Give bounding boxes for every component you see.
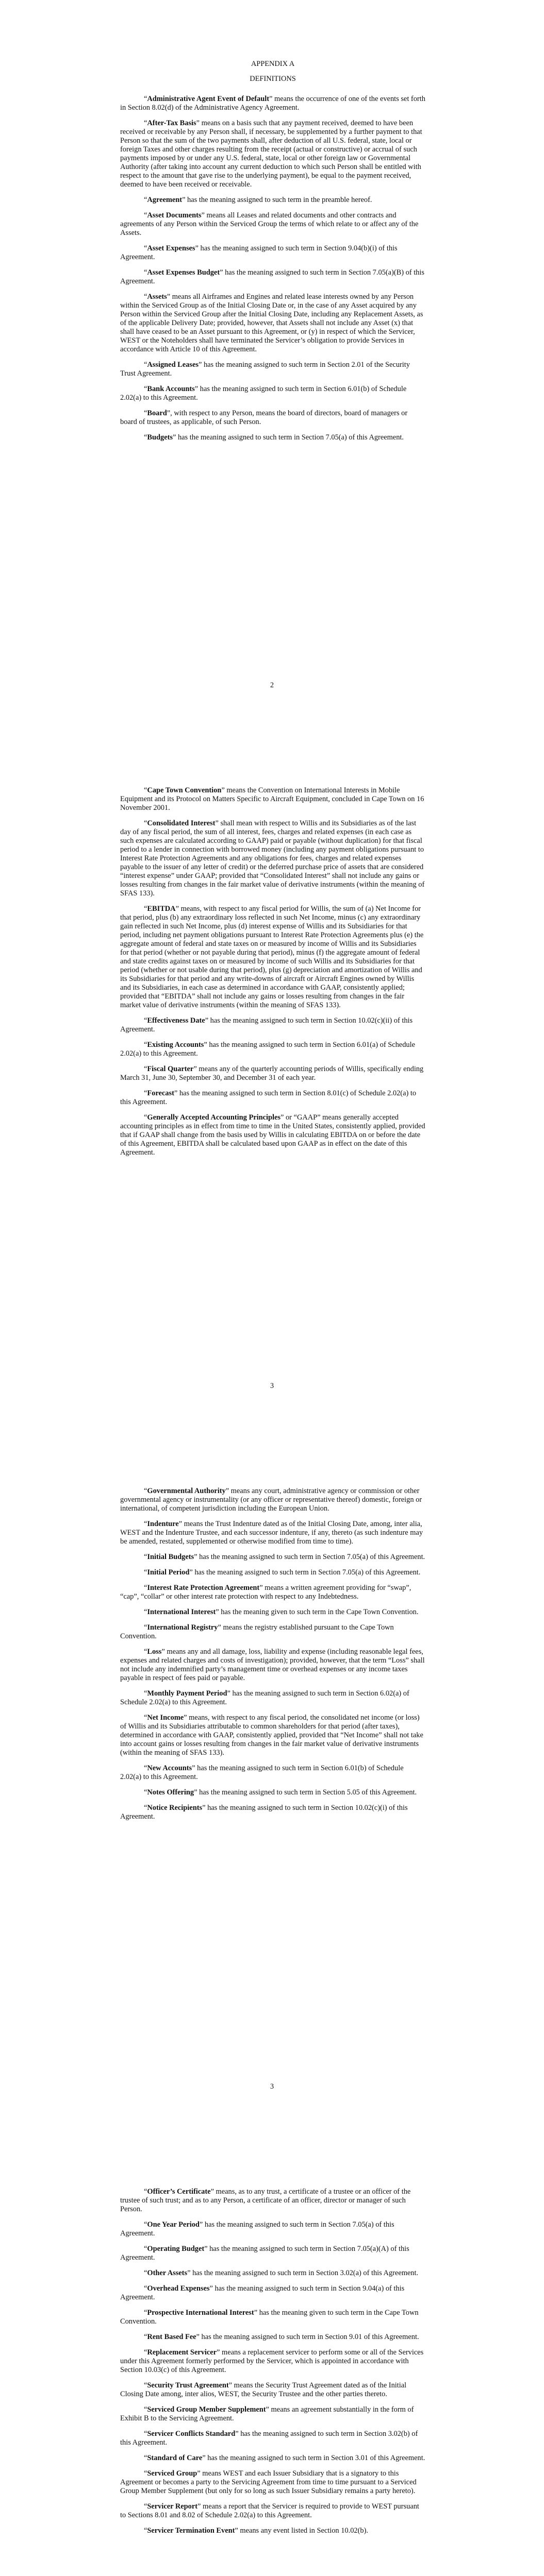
definition-entry: “Fiscal Quarter” means any of the quarterly accounting periods of Willis, specifically ending March 31, June 30, September 30, and December 31 of each year. — [120, 1065, 424, 1082]
definition-term: International Registry — [147, 1623, 218, 1632]
page-4-content — [120, 2188, 425, 2542]
definition-term: Fiscal Quarter — [147, 1065, 194, 1073]
definition-entry: “Replacement Servicer” means a replacement servicer to perform some or all of the Services under this Agreement formerly performed by the Servicer, which is appointed in accordance with Section 10.03(c) of this Agreement. — [120, 2348, 424, 2374]
definition-term: Asset Expenses Budget — [147, 268, 220, 277]
definition-body: has the meaning assigned to such term in Section 5.05 of this Agreement. — [197, 1788, 417, 1797]
definition-body: has the meaning assigned to such term in Section 9.01 of this Agreement. — [199, 2333, 419, 2341]
definition-body: means the registry established pursuant to the Cape Town Convention. — [120, 1623, 394, 1640]
definition-term: Effectiveness Date — [147, 1016, 205, 1025]
definition-entry: “Other Assets” has the meaning assigned to such term in Section 3.02(a) of this Agreement. — [144, 2269, 419, 2277]
definition-body: means, with respect to any fiscal period, the consolidated net income (or loss) of Willis and its Subsidiaries attributable to common shareholders for that period (after taxes), determined in accordance with GAAP, consistently applied, provided that “Net Income” shall not take into account gains or losses resulting from changes in the fair market value of derivative instruments (within the meaning of SFAS 133). — [120, 1714, 423, 1757]
definition-entry: “Asset Documents” means all Leases and related documents and other contracts and agreements of any Person within the Serviced Group the terms of which relate to or affect any of the Assets. — [120, 211, 419, 237]
definition-entry: “International Interest” has the meaning given to such term in the Cape Town Convention. — [144, 1608, 419, 1616]
definition-term: Initial Period — [147, 1568, 190, 1577]
definition-body: has the meaning assigned to such term in Section 3.01 of this Agreement. — [205, 2454, 425, 2462]
definition-entry: “International Registry” means the registry established pursuant to the Cape Town Convention. — [120, 1623, 394, 1640]
definitions-title: DEFINITIONS — [250, 75, 296, 83]
definition-term: International Interest — [147, 1608, 216, 1616]
page-number: 2 — [270, 681, 274, 689]
definition-body: means all Leases and related documents and other contracts and agreements of any Person within the Serviced Group the terms of which relate to or affect any of the Assets. — [120, 211, 419, 237]
definition-term: Initial Budgets — [147, 1553, 194, 1561]
definition-entry: “Asset Expenses Budget” has the meaning assigned to such term in Section 7.05(a)(B) of this Agreement. — [120, 268, 424, 285]
definition-body: means, with respect to any fiscal period for Willis, the sum of (a) Net Income for that period, plus (b) any extraordinary loss reflected in such Net Income, minus (c) any extraordinary gain reflected in such Net Income, plus (d) interest expense of Willis and its Subsidiaries for that period, including net payment obligations pursuant to Interest Rate Protection Agreements plus (e) the aggregate amount of federal and state taxes on or measured by income of Willis and its Subsidiaries for that period (whether or not payable during that period), minus (f) the aggregate amount of federal and state credits against taxes on or measured by income of such Willis and its Subsidiaries for that period (whether or not usable during that period), plus (g) depreciation and amortization of Willis and its Subsidiaries for that period and any write-downs of aircraft or Aircraft Engines owned by Willis and its Subsidiaries, in each case as determined in accordance with GAAP, consistently applied; provided that “EBITDA” shall not include any gains or losses resulting from changes in the fair market value of derivative instruments (within the meaning of SFAS 133). — [120, 905, 424, 1009]
definition-body: means the occurrence of one of the events set forth in Section 8.02(d) of the Administrative Agency Agreement. — [120, 95, 425, 112]
definition-body: means an agreement substantially in the form of Exhibit B to the Servicing Agreement. — [120, 2405, 414, 2422]
page-2 — [0, 701, 544, 1401]
definition-body: means WEST and each Issuer Subsidiary that is a signatory to this Agreement or becomes a party to the Servicing Agreement from time to time pursuant to a Serviced Group Member Supplement (but only for so long as such Issuer Subsidiary remains a party hereto). — [120, 2469, 417, 2495]
definition-term: Board — [147, 409, 167, 417]
definition-body: has the meaning assigned to such term in Section 6.01(b) of Schedule 2.02(a) to this Agreement. — [120, 1764, 404, 1781]
definition-entry: “One Year Period” has the meaning assigned to such term in Section 7.05(a) of this Agreement. — [120, 2221, 394, 2238]
definition-body: has the meaning assigned to such term in Section 7.05(a) of this Agreement. — [120, 2221, 394, 2238]
definitions-list-page-4 — [120, 2188, 425, 2535]
definition-entry: “EBITDA” means, with respect to any fiscal period for Willis, the sum of (a) Net Income for that period, plus (b) any extraordinary loss reflected in such Net Income, minus (c) any extraordinary gain reflected in such Net Income, plus (d) interest expense of Willis and its Subsidiaries for that period, including net payment obligations pursuant to Interest Rate Protection Agreements plus (e) the aggregate amount of federal and state taxes on or measured by income of Willis and its Subsidiaries for that period (whether or not payable during that period), minus (f) the aggregate amount of federal and state credits against taxes on or measured by income of such Willis and its Subsidiaries for that period (whether or not usable during that period), plus (g) depreciation and amortization of Willis and its Subsidiaries for that period and any write-downs of aircraft or Aircraft Engines owned by Willis and its Subsidiaries, in each case as determined in accordance with GAAP, consistently applied; provided that “EBITDA” shall not include any gains or losses resulting from changes in the fair market value of derivative instruments (within the meaning of SFAS 133). — [120, 905, 424, 1009]
definition-body: has the meaning assigned to such term in Section 7.05(a) of this Agreement. — [192, 1568, 421, 1577]
definition-body: means any event listed in Section 10.02(b). — [238, 2527, 368, 2535]
definition-term: New Accounts — [147, 1764, 192, 1772]
definition-term: Rent Based Fee — [147, 2333, 196, 2341]
definition-term: Monthly Payment Period — [147, 1689, 227, 1698]
definition-body: means, as to any trust, a certificate of a trustee or an officer of the trustee of such trust; and as to any Person, a certificate of an officer, director or manager of such Person. — [120, 2188, 411, 2213]
page-1 — [0, 0, 544, 701]
definition-term: Agreement — [147, 196, 183, 204]
definition-entry: “Notice Recipients” has the meaning assigned to such term in Section 10.02(c)(i) of this Agreement. — [120, 1804, 408, 1821]
definition-term: Overhead Expenses — [147, 2284, 210, 2293]
definition-entry: “Effectiveness Date” has the meaning assigned to such term in Section 10.02(c)(ii) of this Agreement. — [120, 1016, 413, 1033]
definition-term: Forecast — [147, 1089, 174, 1097]
definition-body: means a written agreement providing for “swap”, “cap”, “collar” or other interest rate protection with respect to any Indebtedness. — [120, 1584, 411, 1601]
definition-body: has the meaning assigned to such term in Section 9.04(b)(i) of this Agreement. — [120, 244, 398, 261]
page-1-content — [120, 60, 425, 449]
definition-term: Operating Budget — [147, 2245, 205, 2253]
definition-body: has the meaning assigned to such term in Section 6.01(b) of Schedule 2.02(a) to this Agreement. — [120, 385, 407, 402]
definition-entry: “Existing Accounts” has the meaning assigned to such term in Section 6.01(a) of Schedule 2.02(a) to this Agreement. — [120, 1041, 415, 1058]
definition-term: Replacement Servicer — [147, 2348, 217, 2357]
definition-body: has the meaning assigned to such term in Section 8.01(c) of Schedule 2.02(a) to this Agreement. — [120, 1089, 417, 1106]
definition-term: Officer’s Certificate — [147, 2188, 211, 2196]
definition-body: has the meaning assigned to such term in Section 10.02(c)(i) of this Agreement. — [120, 1804, 408, 1821]
definition-term: Security Trust Agreement — [147, 2381, 229, 2389]
definition-entry: “Serviced Group” means WEST and each Issuer Subsidiary that is a signatory to this Agreement or becomes a party to the Servicing Agreement from time to time pursuant to a Serviced Group Member Supplement (but only for so long as such Issuer Subsidiary remains a party hereto). — [120, 2469, 417, 2495]
definition-body: , with respect to any Person, means the board of directors, board of managers or board of trustees, as applicable, of such Person. — [120, 409, 408, 426]
definition-entry: “Generally Accepted Accounting Principles” or “GAAP” means generally accepted accounting principles as in effect from time to time in the United States, consistently applied, provided that if GAAP shall change from the basis used by Willis in calculating EBITDA on or before the date of this Agreement, EBITDA shall be calculated based upon GAAP as in effect on the date of this Agreement. — [120, 1113, 425, 1157]
definition-term: Administrative Agent Event of Default — [147, 95, 270, 103]
definition-entry: “Initial Period” has the meaning assigned to such term in Section 7.05(a) of this Agreement. — [144, 1568, 421, 1577]
definition-term: One Year Period — [147, 2221, 200, 2229]
definition-body: means on a basis such that any payment received, deemed to have been received or receivable by any Person shall, if necessary, be supplemented by a further payment to that Person so that the sum of the two payments shall, after deduction of all U.S. federal, state, local or foreign Taxes and other charges resulting from the receipt (actual or constructive) or accrual of such payments imposed by or under any U.S. federal, state, local or other foreign law or Governmental Authority (after taking into account any current deduction to which such Person shall be entitled with respect to the amount that gave rise to the underlying payment), be equal to the payment received, deemed to have been received or receivable. — [120, 119, 422, 189]
definition-term: Servicer Conflicts Standard — [147, 2430, 236, 2438]
definition-term: Interest Rate Protection Agreement — [147, 1584, 260, 1592]
definitions-list-page-2 — [120, 786, 425, 1157]
definition-term: Servicer Termination Event — [147, 2527, 235, 2535]
definition-entry: “Servicer Conflicts Standard” has the meaning assigned to such term in Section 3.02(b) of this Agreement. — [120, 2430, 418, 2447]
definition-term: Consolidated Interest — [147, 819, 216, 827]
definition-entry: “Consolidated Interest” shall mean with respect to Willis and its Subsidiaries as of the last day of any fiscal period, the sum of all interest, fees, charges and related expenses (in each case as such expenses are calculated according to GAAP) paid or payable (without duplication) for that fiscal period to a lender in connection with borrowed money (including any payment obligations pursuant to Interest Rate Protection Agreements and any obligations for fees, charges and related expenses payable to the issuer of any letter of credit) or the deferred purchase price of assets that are considered “interest expense” under GAAP; provided that “Consolidated Interest” shall not include any gains or losses resulting from changes in the fair market value of derivative instruments (within the meaning of SFAS 133). — [120, 819, 425, 897]
definition-entry: “Monthly Payment Period” has the meaning assigned to such term in Section 6.02(a) of Schedule 2.02(a) to this Agreement. — [120, 1689, 409, 1706]
definition-entry: “Prospective International Interest” has the meaning given to such term in the Cape Town Convention. — [120, 2309, 419, 2326]
definition-term: Generally Accepted Accounting Principles — [147, 1113, 281, 1122]
definition-body: has the meaning assigned to such term in Section 9.04(a) of this Agreement. — [120, 2284, 405, 2301]
definition-term: After-Tax Basis — [147, 119, 196, 127]
definition-entry: “Bank Accounts” has the meaning assigned to such term in Section 6.01(b) of Schedule 2.02(a) to this Agreement. — [120, 385, 407, 402]
definition-term: Assets — [147, 293, 167, 301]
definition-entry: “Indenture” means the Trust Indenture dated as of the Initial Closing Date, among, inter alia, WEST and the Indenture Trustee, and each successor indenture, if any, thereto (as such indenture may be amended, restated, supplemented or otherwise modified from time to time). — [120, 1520, 423, 1546]
definitions-list-page-1 — [120, 95, 425, 442]
definition-entry: “Assigned Leases” has the meaning assigned to such term in Section 2.01 of the Security Trust Agreement. — [120, 361, 410, 378]
definition-term: EBITDA — [147, 905, 176, 913]
page-3 — [0, 1401, 544, 2102]
definition-body: ” or “GAAP” means generally accepted accounting principles as in effect from time to time in the United States, consistently applied, provided that if GAAP shall change from the basis used by Willis in calculating EBITDA on or before the date of this Agreement, EBITDA shall be calculated based upon GAAP as in effect on the date of this Agreement. — [120, 1113, 425, 1157]
definition-term: Cape Town Convention — [147, 786, 222, 794]
definition-entry: “Assets” means all Airframes and Engines and related lease interests owned by any Person within the Serviced Group as of the Initial Closing Date or, in the case of any Asset acquired by any Person within the Serviced Group after the Initial Closing Date, including any Replacement Assets, as of the applicable Delivery Date; provided, however, that Assets shall not include any Asset (x) that shall have ceased to be an Asset pursuant to this Agreement, or (y) in respect of which the Servicer, WEST or the Noteholders shall have terminated the Servicer’s obligation to provide Services in accordance with Article 10 of this Agreement. — [120, 293, 423, 353]
definition-term: Prospective International Interest — [147, 2309, 254, 2317]
definition-entry: “Security Trust Agreement” means the Security Trust Agreement dated as of the Initial Closing Date among, inter alios, WEST, the Security Trustee and the other parties thereto. — [120, 2381, 407, 2398]
definition-body: means a report that the Servicer is required to provide to WEST pursuant to Sections 8.01 and 8.02 of Schedule 2.02(a) to this Agreement. — [120, 2502, 419, 2519]
definition-body: means any of the quarterly accounting periods of Willis, specifically ending March 31, June 30, September 30, and December 31 of each year. — [120, 1065, 424, 1082]
definition-entry: “Interest Rate Protection Agreement” means a written agreement providing for “swap”, “cap”, “collar” or other interest rate protection with respect to any Indebtedness. — [120, 1584, 411, 1601]
definition-term: Governmental Authority — [147, 1487, 226, 1495]
definition-body: means a replacement servicer to perform some or all of the Services under this Agreement formerly performed by the Servicer, which is appointed in accordance with Section 10.03(c) of this Agreement. — [120, 2348, 424, 2374]
definition-body: has the meaning assigned to such term in Section 6.01(a) of Schedule 2.02(a) to this Agreement. — [120, 1041, 415, 1058]
appendix-label: APPENDIX A — [251, 60, 295, 68]
definition-entry: “Forecast” has the meaning assigned to such term in Section 8.01(c) of Schedule 2.02(a) to this Agreement. — [120, 1089, 417, 1106]
definition-body: means the Convention on International Interests in Mobile Equipment and its Protocol on Matters Specific to Aircraft Equipment, concluded in Cape Town on 16 November 2001. — [120, 786, 424, 812]
definition-body: has the meaning assigned to such term in Section 2.01 of the Security Trust Agreement. — [120, 361, 410, 378]
definition-term: Existing Accounts — [147, 1041, 204, 1049]
page-4 — [0, 2102, 544, 2576]
definition-body: means the Trust Indenture dated as of the Initial Closing Date, among, inter alia, WEST and the Indenture Trustee, and each successor indenture, if any, thereto (as such indenture may be amended, restated, supplemented or otherwise modified from time to time). — [120, 1520, 423, 1546]
definition-term: Servicer Report — [147, 2502, 198, 2511]
definition-term: Assigned Leases — [147, 361, 199, 369]
definition-body: means all Airframes and Engines and related lease interests owned by any Person within the Serviced Group as of the Initial Closing Date or, in the case of any Asset acquired by any Person within the Serviced Group after the Initial Closing Date, including any Replacement Assets, as of the applicable Delivery Date; provided, however, that Assets shall not include any Asset (x) that shall have ceased to be an Asset pursuant to this Agreement, or (y) in respect of which the Servicer, WEST or the Noteholders shall have terminated the Servicer’s obligation to provide Services in accordance with Article 10 of this Agreement. — [120, 293, 423, 353]
definition-term: Net Income — [147, 1714, 184, 1722]
definition-term: Asset Documents — [147, 211, 202, 219]
definition-entry: “Servicer Report” means a report that the Servicer is required to provide to WEST pursuant to Sections 8.01 and 8.02 of Schedule 2.02(a) to this Agreement. — [120, 2502, 419, 2519]
definition-entry: “Administrative Agent Event of Default” means the occurrence of one of the events set forth in Section 8.02(d) of the Administrative Agency Agreement. — [120, 95, 425, 112]
definition-entry: “Asset Expenses” has the meaning assigned to such term in Section 9.04(b)(i) of this Agreement. — [120, 244, 398, 261]
definition-body: means any and all damage, loss, liability and expense (including reasonable legal fees, expenses and related charges and costs of investigation); provided, however, that the term “Loss” shall not include any indemnified party’s management time or overhead expenses or any income taxes payable in respect of fees paid or payable. — [120, 1648, 425, 1682]
page-3-content — [120, 1487, 425, 1828]
definition-body: has the meaning assigned to such term in Section 7.05(a) of this Agreement. — [197, 1553, 425, 1561]
definition-term: Asset Expenses — [147, 244, 195, 252]
definition-entry: “Loss” means any and all damage, loss, liability and expense (including reasonable legal fees, expenses and related charges and costs of investigation); provided, however, that the term “Loss” shall not include any indemnified party’s management time or overhead expenses or any income taxes payable in respect of fees paid or payable. — [120, 1648, 425, 1682]
definition-entry: “Servicer Termination Event” means any event listed in Section 10.02(b). — [144, 2527, 368, 2535]
page-number: 3 — [270, 1382, 274, 1390]
definitions-list-page-3 — [120, 1487, 425, 1821]
definition-entry: “Budgets” has the meaning assigned to such term in Section 7.05(a) of this Agreement. — [144, 433, 404, 442]
page-number: 3 — [270, 2082, 274, 2091]
definition-entry: “Operating Budget” has the meaning assigned to such term in Section 7.05(a)(A) of this Agreement. — [120, 2245, 409, 2262]
definition-body: has the meaning assigned to such term in Section 3.02(b) of this Agreement. — [120, 2430, 418, 2447]
definition-entry: “After-Tax Basis” means on a basis such that any payment received, deemed to have been received or receivable by any Person shall, if necessary, be supplemented by a further payment to that Person so that the sum of the two payments shall, after deduction of all U.S. federal, state, local or foreign Taxes and other charges resulting from the receipt (actual or constructive) or accrual of such payments imposed by or under any U.S. federal, state, local or other foreign law or Governmental Authority (after taking into account any current deduction to which such Person shall be entitled with respect to the amount that gave rise to the underlying payment), be equal to the payment received, deemed to have been received or receivable. — [120, 119, 422, 189]
definition-entry: “Standard of Care” has the meaning assigned to such term in Section 3.01 of this Agreement. — [144, 2454, 425, 2462]
definition-body: has the meaning assigned to such term in Section 7.05(a)(B) of this Agreement. — [120, 268, 424, 285]
definition-entry: “Notes Offering” has the meaning assigned to such term in Section 5.05 of this Agreement. — [144, 1788, 417, 1797]
definition-term: Budgets — [147, 433, 173, 442]
definition-term: Notes Offering — [147, 1788, 194, 1797]
definition-entry: “Initial Budgets” has the meaning assigned to such term in Section 7.05(a) of this Agreement. — [144, 1553, 425, 1561]
definition-body: has the meaning assigned to such term in the preamble hereof. — [185, 196, 372, 204]
definition-body: has the meaning assigned to such term in Section 7.05(a) of this Agreement. — [176, 433, 404, 442]
definition-term: Serviced Group Member Supplement — [147, 2405, 266, 2414]
definition-entry: “Rent Based Fee” has the meaning assigned to such term in Section 9.01 of this Agreement. — [144, 2333, 419, 2341]
definition-entry: “Serviced Group Member Supplement” means an agreement substantially in the form of Exhibit B to the Servicing Agreement. — [120, 2405, 414, 2422]
definition-entry: “Agreement” has the meaning assigned to such term in the preamble hereof. — [144, 196, 372, 204]
definition-term: Standard of Care — [147, 2454, 203, 2462]
definition-term: Indenture — [147, 1520, 179, 1528]
definition-body: has the meaning assigned to such term in Section 7.05(a)(A) of this Agreement. — [120, 2245, 409, 2262]
definition-body: has the meaning given to such term in the Cape Town Convention. — [219, 1608, 419, 1616]
definition-entry: “Board”, with respect to any Person, means the board of directors, board of managers or board of trustees, as applicable, of such Person. — [120, 409, 408, 426]
definition-body: means any court, administrative agency or commission or other governmental agency or instrumentality (or any officer or representative thereof) domestic, foreign or international, of competent jurisdiction including the European Union. — [120, 1487, 422, 1513]
definition-term: Loss — [147, 1648, 162, 1656]
definition-body: means the Security Trust Agreement dated as of the Initial Closing Date among, inter alios, WEST, the Security Trustee and the other parties thereto. — [120, 2381, 407, 2398]
definition-body: has the meaning assigned to such term in Section 6.02(a) of Schedule 2.02(a) to this Agreement. — [120, 1689, 409, 1706]
definition-entry: “Governmental Authority” means any court, administrative agency or commission or other governmental agency or instrumentality (or any officer or representative thereof) domestic, foreign or international, of competent jurisdiction including the European Union. — [120, 1487, 422, 1513]
definition-body: has the meaning assigned to such term in Section 10.02(c)(ii) of this Agreement. — [120, 1016, 413, 1033]
definition-body: has the meaning given to such term in the Cape Town Convention. — [120, 2309, 419, 2326]
definition-term: Serviced Group — [147, 2469, 197, 2478]
definition-entry: “Officer’s Certificate” means, as to any trust, a certificate of a trustee or an officer of the trustee of such trust; and as to any Person, a certificate of an officer, director or manager of such Person. — [120, 2188, 411, 2213]
page-2-content — [120, 786, 425, 1164]
definition-entry: “Net Income” means, with respect to any fiscal period, the consolidated net income (or loss) of Willis and its Subsidiaries attributable to common shareholders for that period (after taxes), determined in accordance with GAAP, consistently applied, provided that “Net Income” shall not take into account gains or losses resulting from changes in the fair market value of derivative instruments (within the meaning of SFAS 133). — [120, 1714, 423, 1757]
definition-term: Other Assets — [147, 2269, 188, 2277]
definition-term: Notice Recipients — [147, 1804, 203, 1812]
definition-entry: “New Accounts” has the meaning assigned to such term in Section 6.01(b) of Schedule 2.02(a) to this Agreement. — [120, 1764, 404, 1781]
definition-entry: “Cape Town Convention” means the Convention on International Interests in Mobile Equipment and its Protocol on Matters Specific to Aircraft Equipment, concluded in Cape Town on 16 November 2001. — [120, 786, 424, 812]
definition-term: Bank Accounts — [147, 385, 195, 393]
definition-body: has the meaning assigned to such term in Section 3.02(a) of this Agreement. — [190, 2269, 419, 2277]
definition-entry: “Overhead Expenses” has the meaning assigned to such term in Section 9.04(a) of this Agreement. — [120, 2284, 405, 2301]
definition-body: shall mean with respect to Willis and its Subsidiaries as of the last day of any fiscal period, the sum of all interest, fees, charges and related expenses (in each case as such expenses are calculated according to GAAP) paid or payable (without duplication) for that fiscal period to a lender in connection with borrowed money (including any payment obligations pursuant to Interest Rate Protection Agreements and any obligations for fees, charges and related expenses payable to the issuer of any letter of credit) or the deferred purchase price of assets that are considered “interest expense” under GAAP; provided that “Consolidated Interest” shall not include any gains or losses resulting from changes in the fair market value of derivative instruments (within the meaning of SFAS 133). — [120, 819, 425, 897]
